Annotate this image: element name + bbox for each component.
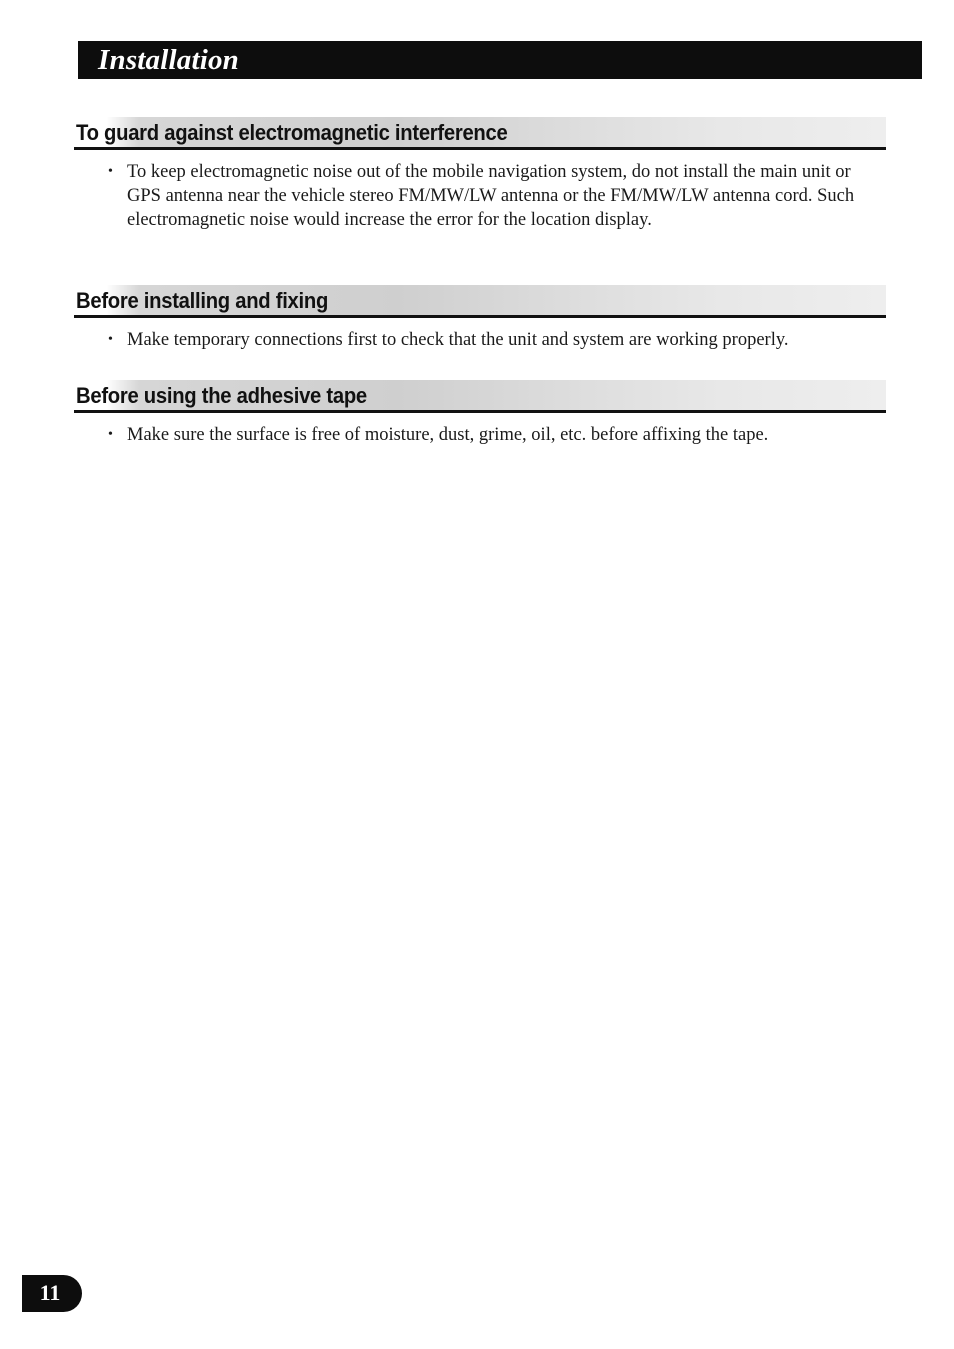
section-before-installing: [74, 285, 886, 352]
section-heading-text: Before using the adhesive tape: [76, 383, 367, 408]
bullet-item: • Make sure the surface is free of moisture, dust, grime, oil, etc. before affixing the tape.: [108, 423, 887, 447]
section-heading: [74, 380, 886, 413]
section-heading-text: To guard against electromagnetic interference: [76, 120, 508, 145]
section-electromagnetic-interference: [74, 117, 886, 232]
page-header-bar: [78, 41, 922, 79]
bullet-item: • To keep electromagnetic noise out of the mobile navigation system, do not install the main unit or GPS antenna near the vehicle stereo FM/MW/LW antenna or the FM/MW/LW antenna cord. Such electromagnetic noise would increase the error for the location display.: [108, 160, 865, 232]
section-heading: [74, 285, 886, 318]
section-heading-text: Before installing and fixing: [76, 288, 329, 313]
page-title: Installation: [98, 44, 240, 76]
page-number-tab: [22, 1275, 82, 1312]
page-number: 11: [39, 1280, 61, 1305]
section-heading: [74, 117, 886, 150]
bullet-item: • Make temporary connections first to check that the unit and system are working properly.: [108, 328, 887, 352]
section-adhesive-tape: [74, 380, 886, 447]
